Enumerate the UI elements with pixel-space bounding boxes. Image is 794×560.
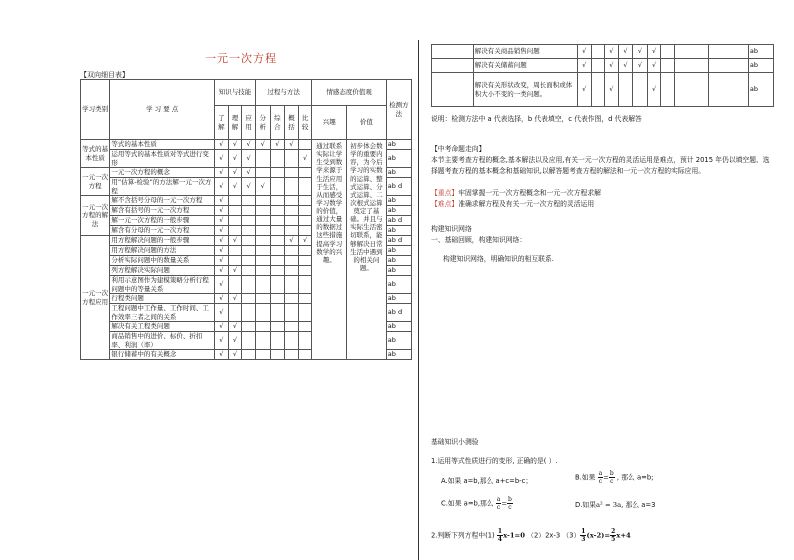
review-text: 构建知识网络，明确知识的相互联系. — [443, 255, 554, 263]
check-mark — [633, 73, 648, 107]
question-2 — [431, 528, 631, 543]
option-d-prefix: D.如果 — [575, 501, 596, 509]
check-mark — [298, 350, 312, 360]
point-text: 解一元一次方程的一般步骤 — [110, 216, 215, 226]
check-mark — [242, 236, 256, 246]
page-divider — [418, 40, 419, 560]
check-mark: √ — [618, 59, 633, 73]
check-mark — [298, 178, 312, 196]
check-mark: √ — [228, 236, 242, 246]
check-mark — [270, 304, 285, 322]
check-mark: √ — [647, 59, 661, 73]
equation-3-suffix: x+4 — [616, 531, 631, 540]
check-mark — [242, 196, 256, 206]
equation-2: （2）2x-3 — [527, 531, 561, 540]
check-mark — [270, 322, 285, 332]
test-method: ab — [386, 266, 411, 276]
check-mark — [285, 322, 299, 332]
key-text: 牢固掌握一元一次方程概念和一元一次方程求解 — [458, 189, 601, 197]
check-mark: √ — [605, 73, 619, 107]
check-mark — [285, 276, 299, 294]
test-method: ab d — [386, 304, 411, 322]
check-mark: √ — [242, 168, 256, 178]
check-mark — [242, 226, 256, 236]
header-knowledge: 知识与技能 — [215, 80, 256, 106]
check-mark: √ — [270, 140, 285, 150]
trend-text: 本节主要考查方程的概念,基本解法以及应用,有关一元一次方程的灵活运用是难点，预计 2015 年仍以填空题、选择题考查方程的基本概念和基础知识,以解答题考查方程的解法和一元一次方程的实际应用。 — [431, 156, 770, 175]
header-test: 检测方法 — [386, 80, 411, 140]
check-mark: √ — [215, 226, 229, 236]
check-mark — [270, 332, 285, 350]
check-mark — [270, 276, 285, 294]
check-mark — [285, 216, 299, 226]
check-mark — [591, 45, 605, 59]
check-mark — [661, 59, 675, 73]
point-text: 解决有关形状改变，周长面积或体积大小不变的一类问题。 — [473, 73, 577, 107]
check-mark — [255, 332, 270, 350]
check-mark — [270, 216, 285, 226]
check-mark: √ — [255, 178, 270, 196]
group-label: 等式的基本性质 — [81, 140, 110, 168]
check-mark — [255, 150, 270, 168]
header-interest: 兴趣 — [312, 106, 347, 140]
blank-cell — [432, 59, 474, 73]
equation-3: (x-2)= — [586, 531, 611, 540]
review-title: 一、基础回顾，构建知识网络： — [431, 236, 527, 244]
group-label: 一元一次方程的解法 — [81, 196, 110, 236]
check-mark — [228, 246, 242, 256]
table-row — [432, 45, 774, 59]
check-mark — [270, 236, 285, 246]
check-mark: √ — [215, 196, 229, 206]
check-mark — [270, 168, 285, 178]
header-sub: 理解 — [228, 106, 242, 140]
check-mark — [255, 256, 270, 266]
point-text: 商品销售中的进价、标价、折扣率、利润（率） — [110, 332, 215, 350]
point-text: 运用等式的基本性质对等式进行变形 — [110, 150, 215, 168]
blank-cell — [674, 45, 708, 59]
check-mark — [298, 256, 312, 266]
header-value: 价值 — [346, 106, 386, 140]
point-text: 解决有关工程类问题 — [110, 322, 215, 332]
group-label: 一元一次方程 — [81, 168, 110, 196]
check-mark — [255, 206, 270, 216]
check-mark — [255, 294, 270, 304]
option-d-equation: a² = 3a — [596, 501, 622, 509]
check-mark — [285, 226, 299, 236]
test-method: ab — [386, 332, 411, 350]
interest-cell: 通过联系实际让学生受到数学来源于生活应用于生活，从而感受学习数学的价值，通过大量的数据过这些措施提高学习数学的兴趣。 — [312, 140, 347, 360]
blank-cell — [674, 73, 708, 107]
check-mark — [298, 276, 312, 294]
point-text: 用方程解决问题的方法 — [110, 246, 215, 256]
check-mark — [298, 140, 312, 150]
test-method: ab — [748, 45, 773, 59]
test-method: ab — [386, 322, 411, 332]
check-mark — [270, 226, 285, 236]
option-b-suffix: , 那么 a=b; — [616, 473, 654, 482]
question-2-prefix: 2.判断下列方程中(1) — [431, 531, 495, 540]
continued-table — [431, 44, 774, 107]
test-method: ab — [386, 246, 411, 256]
test-method: ab — [748, 59, 773, 73]
point-text: 解含有括号的一元一次方程 — [110, 206, 215, 216]
check-mark — [242, 350, 256, 360]
check-mark: √ — [285, 140, 299, 150]
detail-table — [80, 79, 412, 360]
check-mark — [270, 350, 285, 360]
equation-3-prefix: （3） — [562, 531, 581, 540]
header-sub: 了解 — [215, 106, 229, 140]
point-text: 行程类问题 — [110, 294, 215, 304]
check-mark — [228, 216, 242, 226]
test-method: ab — [748, 73, 773, 107]
check-mark — [255, 276, 270, 294]
test-method: ab — [386, 168, 411, 178]
check-mark: √ — [228, 168, 242, 178]
check-mark: √ — [228, 150, 242, 168]
check-mark: √ — [215, 350, 229, 360]
table-row — [432, 59, 774, 73]
check-mark — [298, 168, 312, 178]
test-method: ab — [386, 206, 411, 216]
fraction-a-over-c: $\frac{a}{c}$ — [598, 470, 603, 485]
check-mark: √ — [215, 256, 229, 266]
table-row — [432, 73, 774, 107]
check-mark: √ — [215, 236, 229, 246]
blank-cell — [709, 45, 749, 59]
check-mark: √ — [215, 332, 229, 350]
point-text: 用方程解决问题的一般步骤 — [110, 236, 215, 246]
check-mark — [285, 294, 299, 304]
point-text: 等式的基本性质 — [110, 140, 215, 150]
check-mark: √ — [215, 178, 229, 196]
check-mark — [255, 246, 270, 256]
check-mark — [285, 150, 299, 168]
value-cell: 初步体会数学的重要内容，为今后学习的实数的运算、整式运算、分式运算、二次根式运算奠定了基础。并且与实际生活密切联系，能够解决日常生活中遇到的相关问题。 — [346, 140, 386, 360]
option-b: B.如果 $\frac{a}{c}$ = $\frac{b}{c}$ , 那么 a=b; — [575, 470, 654, 485]
blank-cell — [674, 59, 708, 73]
check-mark: √ — [633, 45, 648, 59]
blank-cell — [709, 59, 749, 73]
point-text: 解不含括号分母的一元一次方程 — [110, 196, 215, 206]
header-sub: 概括 — [285, 106, 299, 140]
check-mark: √ — [215, 304, 229, 322]
point-text: 银行储蓄中的有关概念 — [110, 350, 215, 360]
point-text: 工程问题中工作量、工作时间、工作效率三者之间的关系 — [110, 304, 215, 322]
point-text: 利用示意图作为建模策略分析行程问题中的等量关系 — [110, 276, 215, 294]
check-mark: √ — [242, 150, 256, 168]
check-mark — [285, 196, 299, 206]
check-mark — [591, 59, 605, 73]
point-text: 列方程解决实际问题 — [110, 266, 215, 276]
check-mark — [298, 294, 312, 304]
header-category: 学习类别 — [81, 80, 110, 140]
check-mark: √ — [647, 45, 661, 59]
fraction-a-over-c-2: $\frac{a}{c}$ — [496, 496, 501, 511]
check-mark — [242, 304, 256, 322]
test-method: ab d — [386, 236, 411, 246]
check-mark — [298, 216, 312, 226]
check-mark — [228, 226, 242, 236]
check-mark — [242, 266, 256, 276]
check-mark — [242, 294, 256, 304]
test-method: ab — [386, 150, 411, 168]
blank-cell — [432, 45, 474, 59]
fraction-one-quarter: $\frac{1}{4}$ — [497, 528, 503, 543]
check-mark — [242, 216, 256, 226]
difficulty-label: 【难点】 — [431, 200, 459, 208]
check-mark — [255, 196, 270, 206]
header-sub: 应用 — [242, 106, 256, 140]
check-mark — [661, 45, 675, 59]
check-mark: √ — [215, 294, 229, 304]
point-text: 分析实际问题中的数量关系 — [110, 256, 215, 266]
check-mark: √ — [215, 168, 229, 178]
fraction-one-third: $\frac{1}{3}$ — [581, 528, 586, 543]
check-mark — [298, 266, 312, 276]
check-mark: √ — [605, 45, 619, 59]
check-mark — [285, 246, 299, 256]
check-mark — [270, 266, 285, 276]
check-mark: √ — [298, 150, 312, 168]
check-mark: √ — [228, 350, 242, 360]
header-process: 过程与方法 — [255, 80, 312, 106]
check-mark — [270, 150, 285, 168]
check-mark — [255, 350, 270, 360]
check-mark — [255, 216, 270, 226]
check-mark: √ — [228, 322, 242, 332]
test-method: ab — [386, 140, 411, 150]
test-method: ab — [386, 196, 411, 206]
check-mark: √ — [215, 206, 229, 216]
check-mark — [255, 322, 270, 332]
check-mark: √ — [242, 178, 256, 196]
check-mark — [298, 246, 312, 256]
check-mark — [285, 304, 299, 322]
option-b-prefix: B.如果 — [575, 473, 596, 482]
test-method: ab — [386, 350, 411, 360]
check-mark: √ — [618, 45, 633, 59]
check-mark — [242, 256, 256, 266]
trend-heading: 【中考命题走向】 — [431, 145, 486, 153]
check-mark — [228, 206, 242, 216]
blank-cell — [709, 73, 749, 107]
test-method: ab d — [386, 178, 411, 196]
blank-cell — [432, 73, 474, 107]
check-mark — [270, 256, 285, 266]
page-title: 一元一次方程 — [205, 52, 277, 65]
check-mark — [298, 196, 312, 206]
test-method: ab — [386, 294, 411, 304]
check-mark — [661, 73, 675, 107]
check-mark: √ — [215, 140, 229, 150]
check-mark — [255, 236, 270, 246]
key-point — [431, 188, 601, 199]
option-d — [575, 500, 655, 511]
quiz-title: 基础知识小测验 — [431, 438, 479, 446]
equation-1: x-1=0 — [503, 531, 525, 540]
fraction-b-over-c: $\frac{b}{c}$ — [609, 470, 614, 485]
check-mark: √ — [215, 150, 229, 168]
group-label: 一元一次方程应用 — [81, 236, 110, 360]
header-points: 学 习 要 点 — [110, 80, 215, 140]
check-mark — [270, 206, 285, 216]
check-mark — [270, 246, 285, 256]
check-mark — [285, 266, 299, 276]
network-title: 构建知识网络 — [431, 225, 472, 233]
check-mark — [298, 226, 312, 236]
check-mark: √ — [577, 59, 591, 73]
check-mark: √ — [577, 73, 591, 107]
key-label: 【重点】 — [431, 189, 459, 197]
test-method: ab — [386, 226, 411, 236]
check-mark — [298, 304, 312, 322]
check-mark: √ — [255, 140, 270, 150]
option-c-prefix: C.如果 a=b,那么 — [441, 499, 494, 508]
difficulty-text: 准确求解方程及有关一元一次方程的灵活运用 — [458, 200, 595, 208]
test-method: ab — [386, 276, 411, 294]
difficulty-point — [431, 199, 594, 210]
check-mark: √ — [215, 322, 229, 332]
option-d-suffix: , 那么 a=3 — [621, 501, 656, 509]
check-mark — [285, 332, 299, 350]
check-mark — [242, 322, 256, 332]
check-mark: √ — [228, 178, 242, 196]
check-mark — [285, 168, 299, 178]
check-mark — [242, 246, 256, 256]
check-mark: √ — [298, 236, 312, 246]
header-emotion: 情感态度价值观 — [312, 80, 386, 106]
check-mark: √ — [633, 59, 648, 73]
check-mark — [255, 168, 270, 178]
check-mark: √ — [228, 332, 242, 350]
check-mark — [285, 178, 299, 196]
check-mark — [228, 276, 242, 294]
table-row — [81, 140, 412, 150]
check-mark — [242, 206, 256, 216]
point-text: 用“估算-检验”的方法解一元一次方程 — [110, 178, 215, 196]
check-mark — [591, 73, 605, 107]
option-a: A.如果 a=b,那么 a+c=b-c； — [441, 477, 533, 485]
check-mark: √ — [215, 266, 229, 276]
check-mark — [270, 294, 285, 304]
check-mark: √ — [215, 216, 229, 226]
check-mark — [298, 206, 312, 216]
check-mark — [255, 226, 270, 236]
fraction-two-fifths: $\frac{2}{5}$ — [611, 528, 616, 543]
point-text: 一元一次方程的概念 — [110, 168, 215, 178]
point-text: 解决有关商品销售问题 — [473, 45, 577, 59]
header-sub: 综合 — [270, 106, 285, 140]
fraction-b-over-c-2: $\frac{b}{c}$ — [508, 496, 512, 511]
point-text: 解决有关储蓄问题 — [473, 59, 577, 73]
header-sub: 比较 — [298, 106, 312, 140]
check-mark — [285, 256, 299, 266]
check-mark — [228, 304, 242, 322]
table-label: 【双向细目表】 — [80, 71, 129, 79]
check-mark: √ — [228, 294, 242, 304]
check-mark: √ — [228, 140, 242, 150]
check-mark — [618, 73, 633, 107]
test-method: ab d — [386, 216, 411, 226]
test-note: 说明：检测方法中 a 代表选择，b 代表填空，c 代表作图，d 代表解答 — [431, 115, 642, 123]
question-1: 1.运用等式性质进行的变形, 正确的是( ）. — [431, 457, 558, 465]
check-mark — [255, 304, 270, 322]
check-mark — [270, 196, 285, 206]
check-mark: √ — [285, 236, 299, 246]
check-mark — [270, 178, 285, 196]
check-mark — [242, 276, 256, 294]
check-mark: √ — [605, 59, 619, 73]
check-mark — [285, 350, 299, 360]
check-mark: √ — [647, 73, 661, 107]
check-mark — [242, 332, 256, 350]
header-sub: 分析 — [255, 106, 270, 140]
point-text: 解含有分母的一元一次方程 — [110, 226, 215, 236]
check-mark — [298, 322, 312, 332]
check-mark — [228, 256, 242, 266]
check-mark: √ — [242, 140, 256, 150]
option-c: C.如果 a=b,那么 $\frac{a}{c}$ = $\frac{b}{c}$ — [441, 496, 512, 511]
check-mark: √ — [228, 266, 242, 276]
check-mark: √ — [577, 45, 591, 59]
check-mark — [285, 206, 299, 216]
test-method: ab — [386, 256, 411, 266]
check-mark: √ — [215, 276, 229, 294]
check-mark: √ — [215, 246, 229, 256]
check-mark — [255, 266, 270, 276]
check-mark — [298, 332, 312, 350]
check-mark — [228, 196, 242, 206]
